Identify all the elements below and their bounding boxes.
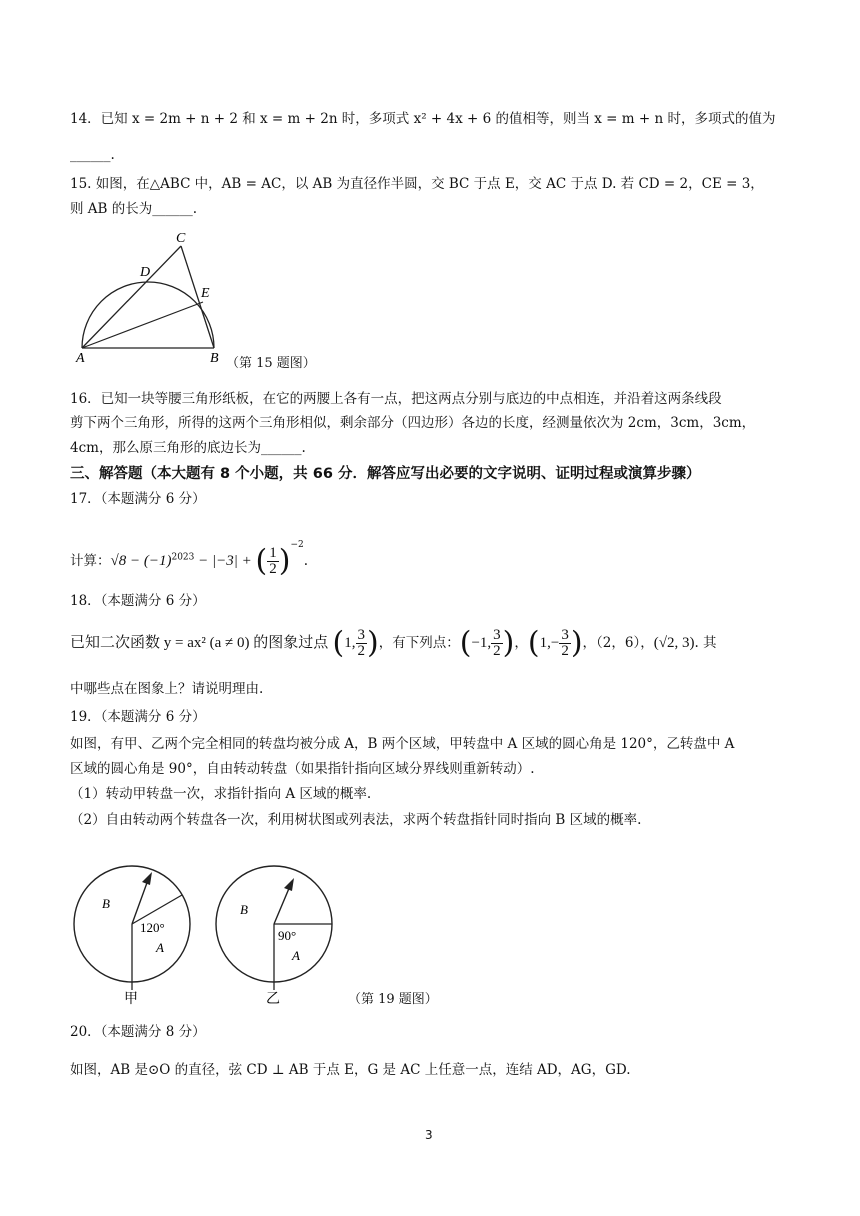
section-3-title: 三、解答题（本大题有 8 个小题，共 66 分．解答应写出必要的文字说明、证明过程或演算步骤） [70, 466, 701, 482]
wheel-jia-label-b: B [102, 896, 110, 911]
wheel-yi-name: 乙 [266, 992, 280, 1007]
q16-line-1: 16．已知一块等腰三角形纸板，在它的两腰上各有一点，把这两点分别与底边的中点相连，并沿着这两条线段 [70, 391, 722, 407]
q20-line-1: 如图，AB 是⊙O 的直径，弦 CD ⊥ AB 于点 E，G 是 AC 上任意一点，连结 AD，AG，GD. [70, 1062, 631, 1078]
q15-label-d: D [140, 265, 151, 280]
q19-head: 19．（本题满分 6 分） [70, 709, 206, 725]
q15-caption: （第 15 题图） [226, 356, 316, 371]
q17-expression: 计算：$√8 - (-1)^{2023} - |-3|$ + ( $\frac{1}{2}$ )$^{-2}$. [70, 540, 309, 579]
q20-head: 20．（本题满分 8 分） [70, 1024, 206, 1040]
page-number: 3 [425, 1128, 433, 1142]
wheel-yi-label-b: B [240, 902, 248, 917]
q15-label-c: C [176, 231, 186, 246]
q15-label-e: E [201, 286, 210, 301]
wheel-jia-label-a: A [156, 940, 164, 955]
q19-sub-2: （2）自由转动两个转盘各一次，利用树状图或列表法，求两个转盘指针同时指向 B 区域的概率. [70, 812, 642, 828]
q18-line-2: 中哪些点在图象上？请说明理由. [70, 681, 264, 697]
q19-wheel-jia [70, 856, 200, 1006]
wheel-yi-angle: 90° [278, 928, 297, 943]
q19-wheel-yi [212, 856, 342, 1006]
q18-head: 18．（本题满分 6 分） [70, 593, 206, 609]
q19-sub-1: （1）转动甲转盘一次，求指针指向 A 区域的概率. [70, 786, 372, 802]
q18-line-1: 已知二次函数 y = ax² (a ≠ 0) 的图象过点 (1, $\frac{3}{2}$ )，有下列点：(−1, $\frac{3}{2}$ )，(1,− $\frac{3}{2}$ )，（2，6），(√2, 3). 其 [70, 625, 717, 661]
q16-line-2: 剪下两个三角形，所得的这两个三角形相似，剩余部分（四边形）各边的长度，经测量依次为 2cm，3cm，3cm， [70, 415, 756, 431]
wheel-yi-label-a: A [292, 948, 300, 963]
q15-figure [70, 231, 240, 366]
q15-line-1: 15. 如图，在△ABC 中，AB = AC，以 AB 为直径作半圆，交 BC 于点 E，交 AC 于点 D. 若 CD = 2，CE = 3， [70, 176, 764, 192]
q15-segment-ae [82, 302, 203, 348]
q15-segment-ac [82, 246, 181, 348]
q16-line-3: 4cm，那么原三角形的底边长为______. [70, 440, 306, 456]
wheel-jia-angle: 120° [140, 920, 165, 935]
q19-line-2: 区域的圆心角是 90°，自由转动转盘（如果指针指向区域分界线则重新转动）. [70, 761, 535, 777]
q19-line-1: 如图，有甲、乙两个完全相同的转盘均被分成 A，B 两个区域，甲转盘中 A 区域的圆心角是 120°，乙转盘中 A [70, 736, 735, 752]
q14-line-2: ______. [70, 147, 115, 163]
q19-caption: （第 19 题图） [348, 992, 438, 1007]
q17-head: 17．（本题满分 6 分） [70, 491, 206, 507]
q15-semicircle [82, 282, 214, 348]
q15-label-b: B [210, 351, 219, 366]
q14-line-1: 14．已知 x = 2m + n + 2 和 x = m + 2n 时，多项式 x² + 4x + 6 的值相等，则当 x = m + n 时，多项式的值为 [70, 111, 776, 127]
wheel-jia-name: 甲 [124, 992, 138, 1007]
q15-line-2: 则 AB 的长为______. [70, 201, 198, 217]
q15-label-a: A [76, 351, 85, 366]
